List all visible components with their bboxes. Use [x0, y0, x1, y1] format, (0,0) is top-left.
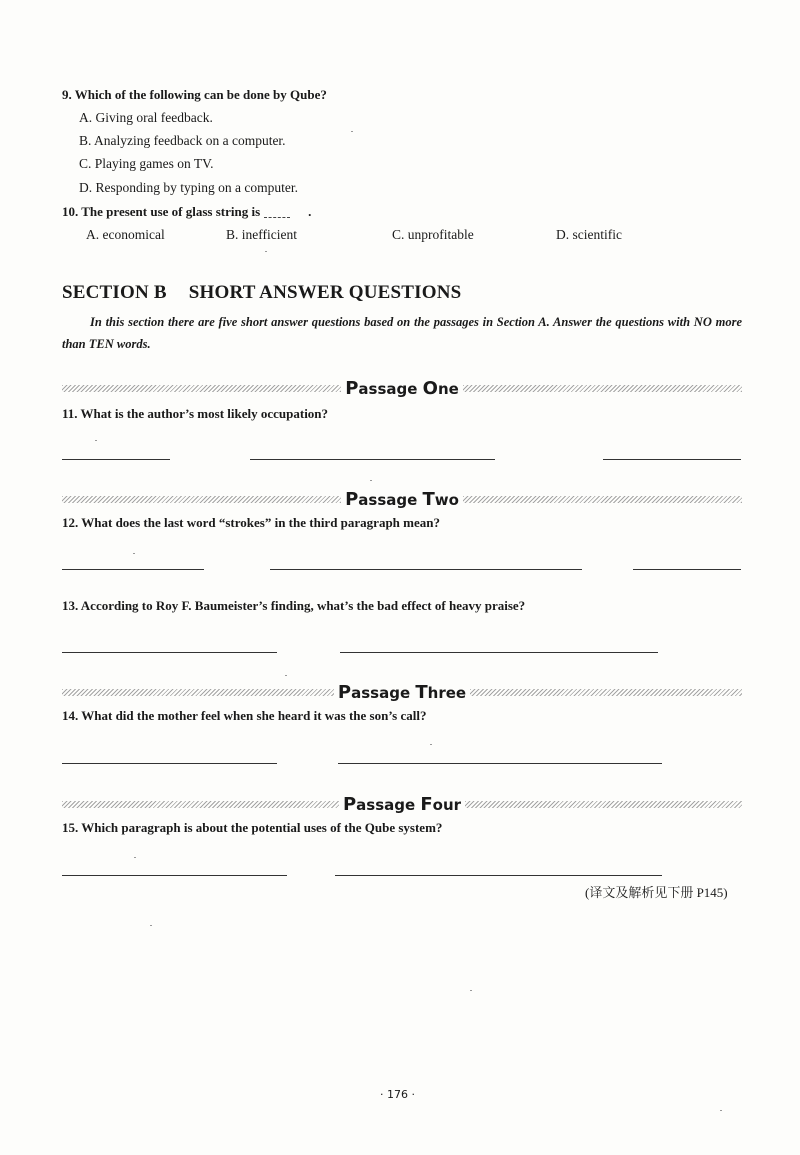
answer-line	[62, 875, 287, 876]
passage-three-title: Passage Three	[337, 681, 467, 703]
section-b-instructions: In this section there are five short answer questions based on the passages in Section A. Answer the questions with NO more than TEN words.	[62, 315, 742, 351]
hatch-divider	[62, 496, 341, 503]
answer-line	[340, 652, 658, 653]
q9-option-c: C. Playing games on TV.	[79, 156, 214, 171]
passage-two-title: Passage Two	[345, 488, 459, 510]
question-15: 15. Which paragraph is about the potential uses of the Qube system?	[62, 820, 443, 835]
q9-option-d: D. Responding by typing on a computer.	[79, 180, 298, 195]
question-13: 13. According to Roy F. Baumeister’s finding, what’s the bad effect of heavy praise?	[62, 598, 526, 613]
translation-reference: (译文及解析见下册 P145)	[585, 885, 728, 900]
question-10	[62, 204, 311, 220]
page-number: · 176 ·	[380, 1088, 415, 1101]
answer-line	[603, 459, 741, 460]
passage-one-title: Passage One	[345, 377, 459, 399]
hatch-divider	[463, 496, 742, 503]
question-12: 12. What does the last word “strokes” in the third paragraph mean?	[62, 515, 440, 530]
question-10-text: 10. The present use of glass string is	[62, 204, 261, 219]
answer-line	[335, 875, 662, 876]
q10-option-c: C. unprofitable	[392, 227, 474, 242]
answer-line	[633, 569, 741, 570]
hatch-divider	[62, 689, 334, 696]
q10-option-a: A. economical	[86, 227, 165, 242]
question-11: 11. What is the author’s most likely occupation?	[62, 406, 329, 421]
q9-option-a: A. Giving oral feedback.	[79, 110, 213, 125]
q9-option-b: B. Analyzing feedback on a computer.	[79, 133, 286, 148]
answer-blank	[264, 217, 290, 218]
answer-line	[270, 569, 582, 570]
question-14: 14. What did the mother feel when she heard it was the son’s call?	[62, 708, 427, 723]
answer-line	[250, 459, 495, 460]
answer-line	[62, 459, 170, 460]
passage-two-banner	[62, 489, 742, 509]
answer-line	[62, 652, 277, 653]
section-b-label: SECTION B	[62, 282, 167, 303]
q10-option-b: B. inefficient	[226, 227, 297, 242]
passage-four-title: Passage Four	[342, 793, 462, 815]
hatch-divider	[463, 385, 742, 392]
hatch-divider	[465, 801, 742, 808]
hatch-divider	[470, 689, 742, 696]
section-b-title: SHORT ANSWER QUESTIONS	[188, 282, 462, 303]
passage-one-banner	[62, 378, 742, 398]
answer-line	[62, 569, 204, 570]
answer-line	[62, 763, 277, 764]
answer-line	[338, 763, 662, 764]
passage-four-banner	[62, 794, 742, 814]
question-9: 9. Which of the following can be done by Qube?	[62, 87, 327, 102]
q10-option-d: D. scientific	[556, 227, 622, 242]
hatch-divider	[62, 801, 339, 808]
section-b-heading	[62, 282, 461, 304]
hatch-divider	[62, 385, 341, 392]
passage-three-banner	[62, 682, 742, 702]
question-10-period: .	[308, 204, 312, 219]
